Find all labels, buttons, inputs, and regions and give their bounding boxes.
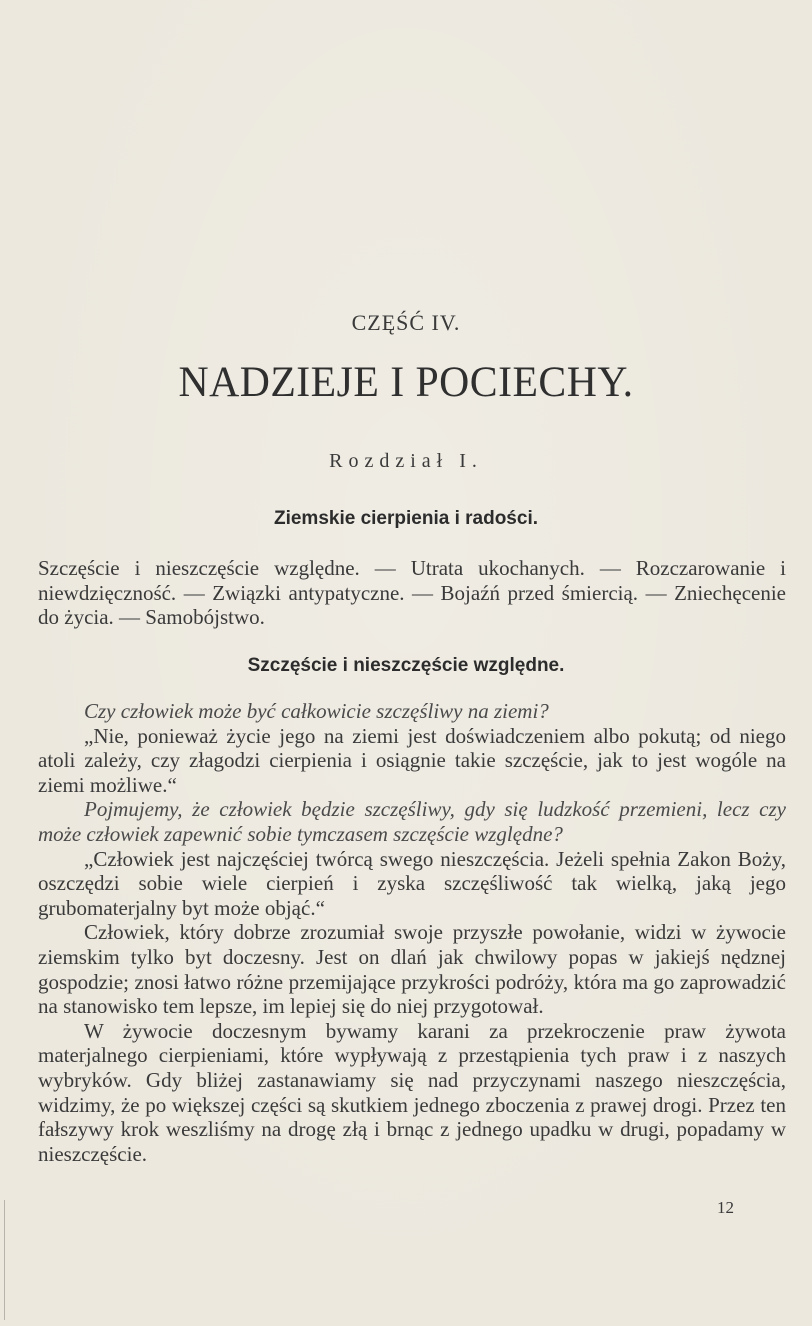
binding-edge [4,1200,5,1320]
summary-text: Szczęście i nieszczęście względne. — Utrata ukochanych. — Rozczarowanie i niewdzięczność. — Związki antypatyczne. — Bojaźń przed śmiercią. — Zniechęcenie do życia. — Samobójstwo. [38,556,786,630]
paragraph-body-1: Człowiek, który dobrze zrozumiał swoje przyszłe powołanie, widzi w żywocie ziemskim tylko byt doczesny. Jest on dlań jak chwilowy popas w jakiejś nędznej gospodzie; znosi łatwo różne przemijające przykrości podróży, która ma go zaprowadzić na stanowisko tem lepsze, im lepiej się do niej przygotował. [38,920,786,1019]
paragraph-question-1: Czy człowiek może być całkowicie szczęśliwy na ziemi? [84,699,549,723]
body-text [38,699,786,1166]
part-title: NADZIEJE I POCIECHY. [178,359,634,406]
chapter-summary [38,556,786,630]
section-heading: Szczęście i nieszczęście względne. [247,655,565,676]
part-label: CZĘŚĆ IV. [351,310,461,335]
paragraph-body-2: W żywocie doczesnym bywamy karani za przekroczenie praw żywota materjalnego cierpieniami, które wypływają z przestąpienia tych praw i z naszych wybryków. Gdy bliżej zastanawiamy się nad przyczynami naszego nieszczęścia, widzimy, że po większej części są skutkiem jednego zboczenia z prawej drogi. Przez ten fałszywy krok weszliśmy na drogę złą i brnąc z jednego upadku w drugi, popadamy w nieszczęście. [38,1018,786,1166]
paragraph-answer-1: „Nie, ponieważ życie jego na ziemi jest doświadczeniem albo pokutą; od niego atoli zależy, czy złagodzi cierpienia i osiągnie takie szczęście, jak to jest wogóle na ziemi możliwe.“ [38,723,786,797]
page-number: 12 [717,1198,734,1217]
paragraph-question-2: Pojmujemy, że człowiek będzie szczęśliwy, gdy się ludzkość przemieni, lecz czy może człowiek zapewnić sobie tymczasem szczęście względne? [38,797,786,846]
chapter-label: Rozdział I. [329,450,483,472]
paragraph-answer-2: „Człowiek jest najczęściej twórcą swego nieszczęścia. Jeżeli spełnia Zakon Boży, oszczędzi sobie wiele cierpień i zyska szczęśliwość tak wielką, jaką jego grubomaterjalny byt może objąć.“ [38,846,786,920]
chapter-title: Ziemskie cierpienia i radości. [273,508,538,529]
